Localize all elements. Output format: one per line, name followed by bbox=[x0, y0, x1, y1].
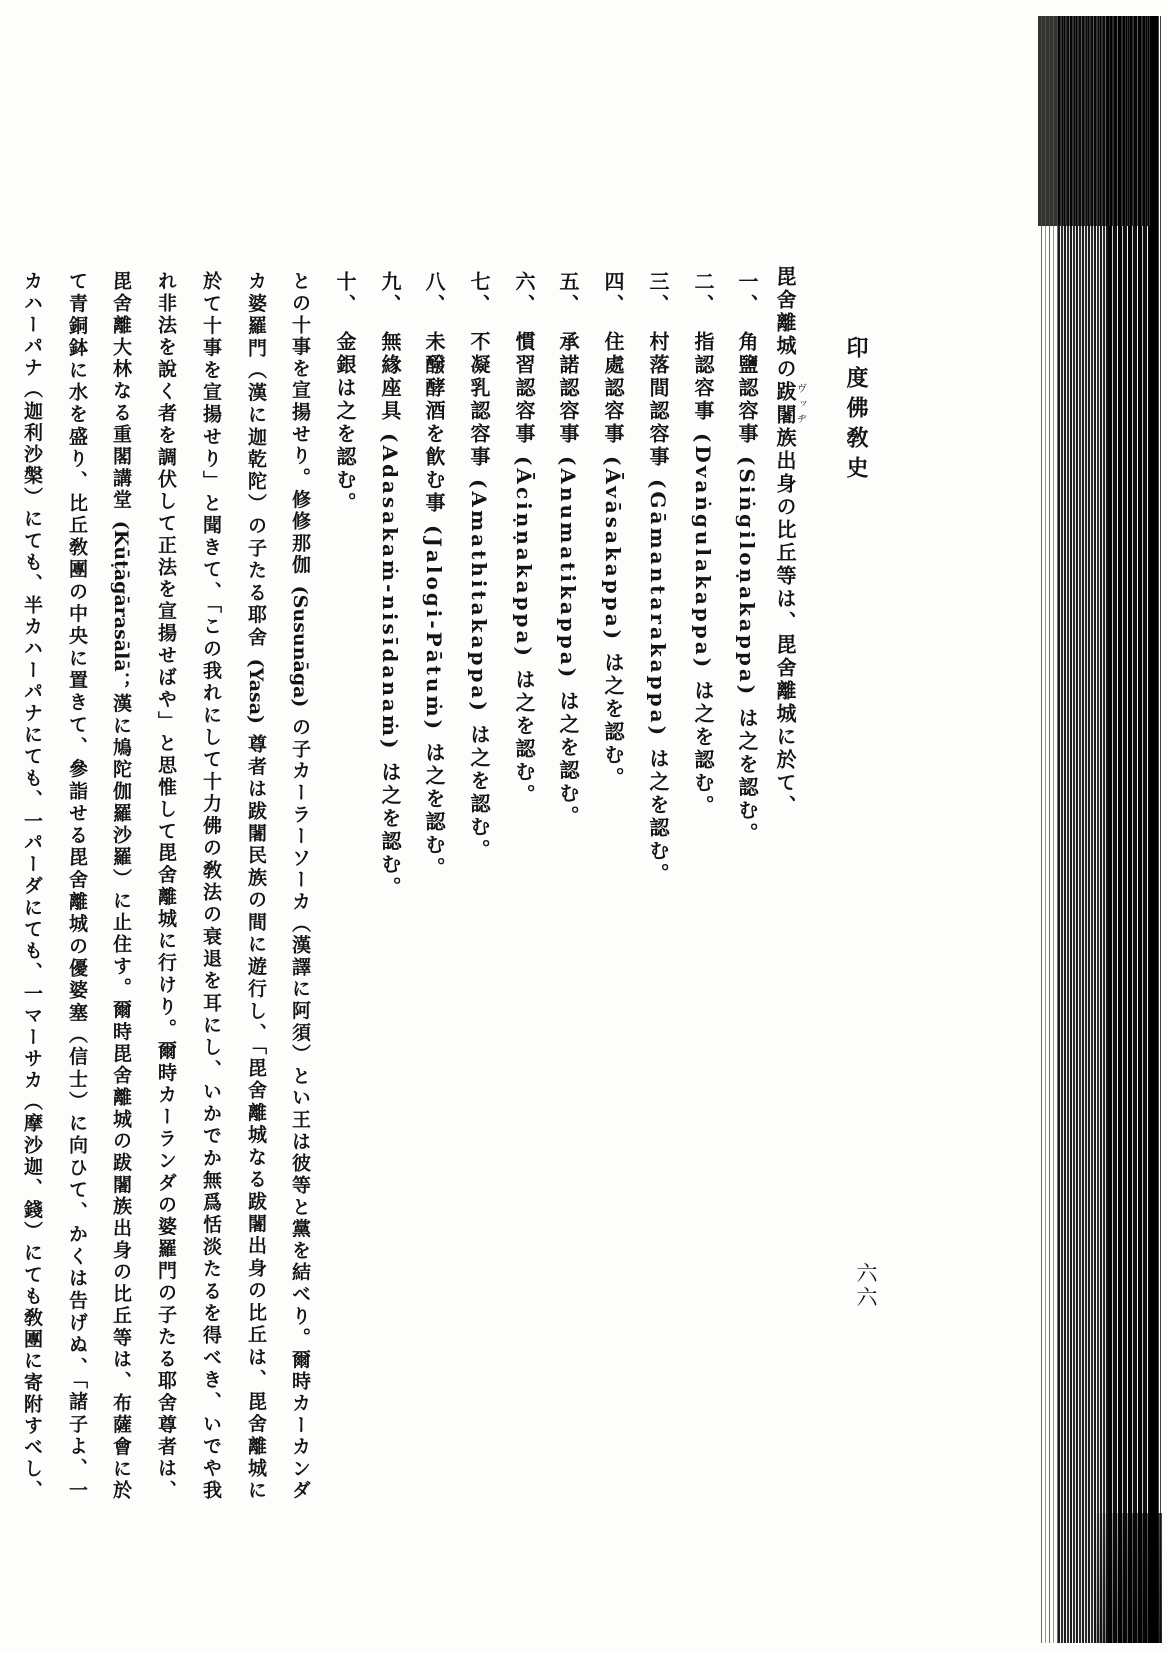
ruby-reading: ヴッヂ bbox=[794, 381, 806, 427]
page-edge-bottom-shadow bbox=[1094, 1513, 1162, 1643]
list-item bbox=[466, 271, 492, 862]
list-item-number: 四、 bbox=[601, 271, 625, 317]
list-item-text: 承諾認容事 (Anumatikappa) は之を認む。 bbox=[556, 331, 580, 829]
ruby-annotation bbox=[773, 381, 806, 427]
paragraph-line: 於て十事を宣揚せり」と聞きて、「この我れにして十力佛の敎法の衰退を耳にし、いかでか無爲恬淡たるを得べき、いでや我 bbox=[200, 271, 222, 1499]
list-item bbox=[734, 271, 760, 845]
list-item-text: 住處認容事 (Āvāsakappa) は之を認む。 bbox=[601, 331, 625, 791]
paragraph-line: れ非法を說く者を調伏して正法を宣揚せばや」と思惟して毘舍離城に行けり。爾時カーランダの婆羅門の子たる耶舍尊者は、 bbox=[155, 271, 177, 1499]
list-item-number: 七、 bbox=[467, 271, 491, 317]
running-head-title: 印度佛敎史 bbox=[843, 336, 869, 486]
list-item-number: 六、 bbox=[512, 271, 536, 317]
list-item-number: 二、 bbox=[691, 271, 715, 317]
list-item-text: 指認容事 (Dvaṅgulakappa) は之を認む。 bbox=[691, 331, 715, 819]
paragraph-line: との十事を宣揚せり。修修那伽 (Susunāga) の子カーラーソーカ（漢譯に阿須）とい王は彼等と黨を結べり。爾時カーカンダ bbox=[289, 271, 311, 1499]
paragraph-line: て青銅鉢に水を盛り、比丘敎團の中央に置きて、參詣せる毘舍離城の優婆塞（信士）に向ひて、かくは告げぬ、「諸子よ、一 bbox=[66, 271, 88, 1499]
list-item-number: 九、 bbox=[378, 271, 402, 317]
page-edge-outer-lines bbox=[1158, 16, 1162, 1643]
list-item bbox=[690, 271, 716, 818]
paragraph-line: カハーパナ（迦利沙槃）にても、半カハーパナにても、一パーダにても、一マーサカ（摩沙迦、錢）にても敎團に寄附すべし、 bbox=[21, 271, 43, 1499]
list-item bbox=[645, 271, 671, 886]
list-item bbox=[377, 271, 403, 899]
book-page-edge bbox=[1038, 16, 1162, 1643]
list-item-number: 三、 bbox=[646, 271, 670, 317]
list-item bbox=[511, 271, 537, 807]
list-item-number: 十、 bbox=[333, 271, 357, 317]
intro-text-before: 毘舍離城の bbox=[773, 266, 797, 381]
list-item-text: 金銀は之を認む。 bbox=[333, 331, 357, 515]
list-item-text: 角鹽認容事 (Siṅgiloṇakappa) は之を認む。 bbox=[735, 331, 759, 846]
page-edge-stripes-dark bbox=[1108, 16, 1150, 1643]
page-edge-stripes-light bbox=[1038, 16, 1058, 1643]
paragraph-line: カ婆羅門（漢に迦乾陀）の子たる耶舍 (Yasa) 尊者は跋闍民族の間に遊行し、「毘舍離城なる跋闍出身の比丘は、毘舍離城に bbox=[245, 271, 267, 1499]
ruby-base: 跋闍 bbox=[773, 381, 797, 427]
list-item bbox=[421, 271, 447, 880]
list-item-text: 無緣座具 (Adasakaṁ-nisīdanaṁ) は之を認む。 bbox=[378, 331, 402, 900]
list-item-number: 一、 bbox=[735, 271, 759, 317]
page-number: 六六 bbox=[854, 1262, 878, 1310]
page-edge-stripes-mid bbox=[1058, 16, 1108, 1643]
list-item-text: 村落間認容事 (Gāmantarakappa) は之を認む。 bbox=[646, 331, 670, 886]
intro-text-after: 族出身の比丘等は、毘舍離城に於て、 bbox=[773, 427, 797, 818]
list-item-text: 未醱酵酒を飮む事 (Jalogi-Pātuṁ) は之を認む。 bbox=[422, 331, 446, 881]
list-item bbox=[600, 271, 626, 790]
list-item-number: 八、 bbox=[422, 271, 446, 317]
intro-sentence bbox=[773, 266, 806, 818]
page-edge-bar bbox=[1150, 16, 1158, 1643]
list-item bbox=[555, 271, 581, 828]
list-item-number: 五、 bbox=[556, 271, 580, 317]
list-item-text: 慣習認容事 (Āciṇṇakappa) は之を認む。 bbox=[512, 331, 536, 807]
list-item-text: 不凝乳認容事 (Amathitakappa) は之を認む。 bbox=[467, 331, 491, 862]
page-edge-top-shadow bbox=[1038, 16, 1150, 226]
list-item bbox=[332, 271, 358, 515]
paragraph-line: 毘舍離大林なる重閣講堂 (Kūṭāgārasālā；漢に鳩陀伽羅沙羅）に止住す。爾時毘舍離城の跋闍族出身の比丘等は、布薩會に於 bbox=[110, 271, 132, 1499]
